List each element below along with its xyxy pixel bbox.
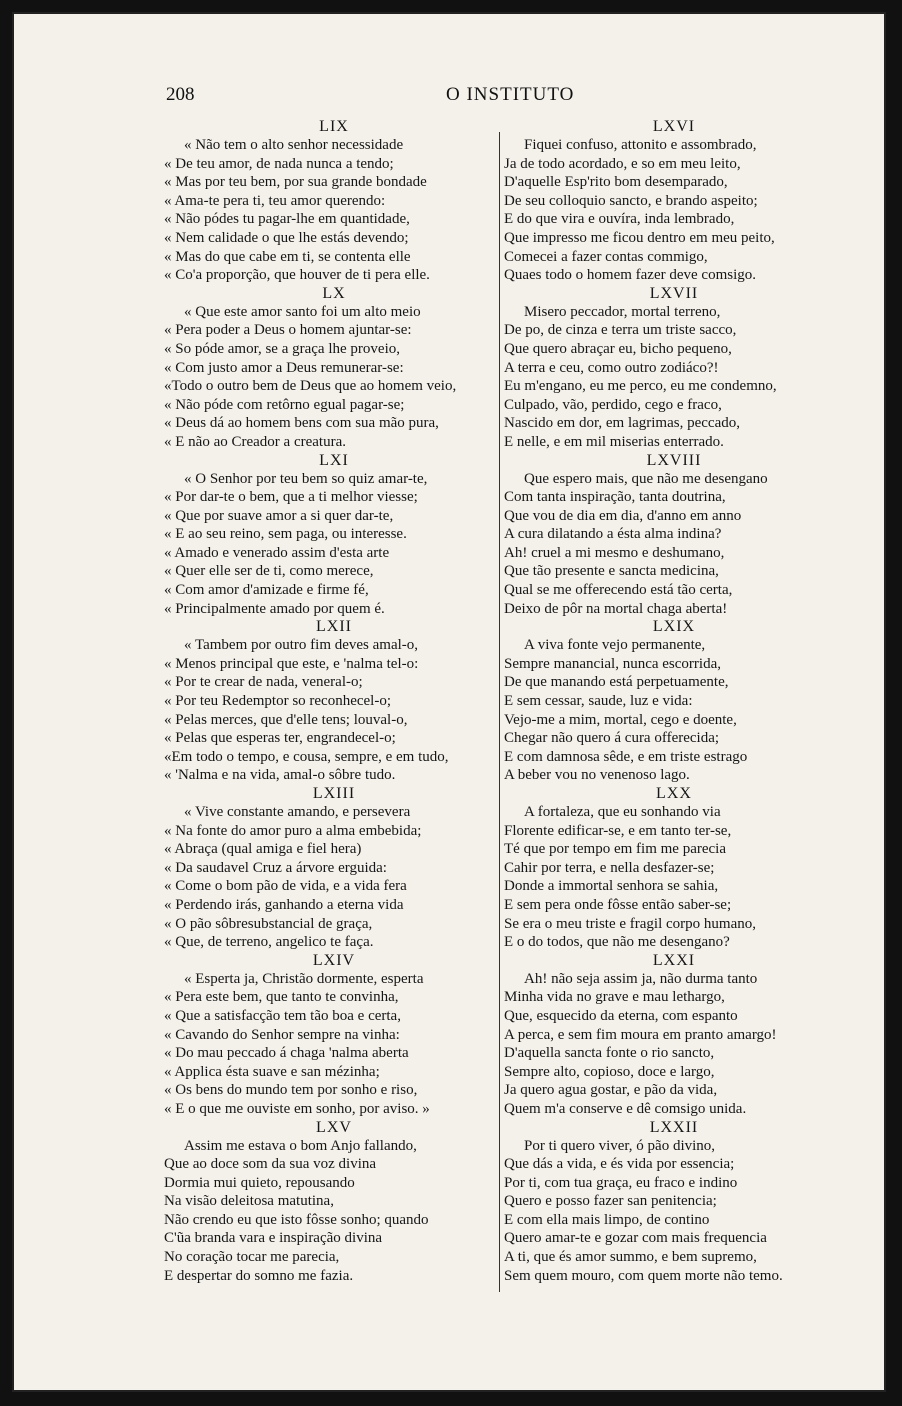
stanza-number: LXX: [656, 785, 692, 802]
verse-line: Ja quero agua gostar, e pão da vida,: [504, 1082, 718, 1099]
verse-line: Sempre manancial, nunca escorrida,: [504, 655, 721, 672]
right-column: [504, 118, 844, 1285]
verse-line: Que impresso me ficou dentro em meu peito,: [504, 229, 775, 246]
verse-line: « Quer elle ser de ti, como merece,: [164, 563, 374, 580]
verse-line: « Ama-te pera ti, teu amor querendo:: [164, 192, 386, 209]
verse-line: Não crendo eu que isto fôsse sonho; quando: [164, 1211, 429, 1228]
verse-line: E com ella mais limpo, de contino: [504, 1211, 710, 1228]
verse-line: A cura dilatando a ésta alma indina?: [504, 526, 722, 543]
stanza: [504, 952, 844, 1119]
verse-line: Quem m'a conserve e dê comsigo unida.: [504, 1100, 747, 1117]
stanza: [504, 118, 844, 285]
verse-line: « E ao seu reino, sem paga, ou interesse.: [164, 526, 407, 543]
verse-line: « Pera poder a Deus o homem ajuntar-se:: [164, 322, 412, 339]
stanza-number: LXIV: [312, 951, 356, 969]
verse-line: « Amado e venerado assim d'esta arte: [164, 544, 390, 561]
verse-line: Eu m'engano, eu me perco, eu me condemno,: [504, 378, 777, 395]
stanza: [164, 285, 504, 452]
verse-line: E sem pera onde fôsse então saber-se;: [504, 896, 732, 913]
verse-line: « E o que me ouviste em sonho, por aviso. »: [164, 1100, 430, 1117]
verse-line: « Os bens do mundo tem por sonho e riso,: [164, 1082, 418, 1099]
verse-line: « De teu amor, de nada nunca a tendo;: [164, 155, 394, 172]
stanza-number: LXVIII: [646, 451, 702, 469]
verse-line: « Nem calidade o que lhe estás devendo;: [164, 229, 409, 246]
verse-line: Que espero mais, que não me desengano: [524, 470, 768, 487]
verse-line: « Tambem por outro fim deves amal-o,: [184, 637, 419, 654]
stanza-number: LXXII: [649, 1118, 699, 1136]
stanza-number: LXVII: [649, 284, 699, 302]
verse-line: Que tão presente e sancta medicina,: [504, 563, 719, 580]
verse-line: E o do todos, que não me desengano?: [504, 934, 730, 951]
verse-line: « Da saudavel Cruz a árvore erguida:: [164, 859, 387, 876]
verse-line: A viva fonte vejo permanente,: [524, 637, 706, 654]
stanza-number: LXVI: [652, 118, 696, 135]
verse-line: De po, de cinza e terra um triste sacco,: [504, 322, 737, 339]
stanza: [164, 118, 504, 285]
verse-line: De que manando está perpetuamente,: [504, 674, 729, 691]
verse-line: « Mas por teu bem, por sua grande bondade: [164, 174, 427, 191]
verse-line: Que ao doce som da sua voz divina: [164, 1156, 377, 1173]
verse-line: « Pelas que esperas ter, engrandecel-o;: [164, 730, 396, 747]
verse-line: « Que este amor santo foi um alto meio: [184, 303, 421, 320]
verse-line: « Com amor d'amizade e firme fé,: [164, 582, 369, 599]
stanza-number: LXIII: [312, 785, 356, 802]
stanza: [164, 452, 504, 619]
verse-line: Nascido em dor, em lagrimas, peccado,: [504, 415, 740, 432]
verse-line: Ja de todo acordado, e so em meu leito,: [504, 155, 741, 172]
verse-line: « Pera este bem, que tanto te convinha,: [164, 989, 399, 1006]
stanza: [164, 1119, 504, 1286]
stanza: [164, 952, 504, 1119]
verse-line: A fortaleza, que eu sonhando via: [524, 804, 721, 820]
verse-line: « E não ao Creador a creatura.: [164, 433, 346, 450]
verse-line: « Com justo amor a Deus remunerar-se:: [164, 359, 404, 376]
verse-line: Que dás a vida, e és vida por essencia;: [504, 1156, 735, 1173]
verse-line: Deixo de pôr na mortal chaga aberta!: [504, 600, 728, 617]
verse-line: « Cavando do Senhor sempre na vinha:: [164, 1026, 400, 1043]
verse-line: « Que a satisfacção tem tão boa e certa,: [164, 1007, 401, 1024]
verse-line: « Que por suave amor a si quer dar-te,: [164, 507, 394, 524]
stanza: [504, 1119, 844, 1286]
verse-line: Qual se me offerecendo está tão certa,: [504, 582, 733, 599]
stanza-number: LXII: [316, 618, 352, 636]
verse-line: Com tanta inspiração, tanta doutrina,: [504, 489, 726, 506]
stanza-number: LX: [322, 284, 346, 302]
verse-line: « Não pódes tu pagar-lhe em quantidade,: [164, 211, 410, 228]
verse-line: « Por teu Redemptor so reconhecel-o;: [164, 693, 392, 710]
stanza: [504, 452, 844, 619]
stanza-number: LXI: [319, 451, 349, 469]
stanza-number: LXV: [316, 1118, 352, 1136]
stanza: [504, 285, 844, 452]
verse-line: Cahir por terra, e nella desfazer-se;: [504, 859, 715, 876]
running-title: O INSTITUTO: [446, 84, 575, 105]
stanza: [504, 618, 844, 785]
verse-line: Donde a immortal senhora se sahia,: [504, 878, 719, 895]
verse-line: A ti, que és amor summo, e bem supremo,: [504, 1249, 757, 1266]
left-column: [164, 118, 504, 1285]
verse-line: Dormia mui quieto, repousando: [164, 1174, 355, 1191]
verse-line: Que, esquecido da eterna, com espanto: [504, 1007, 738, 1024]
stanza: [504, 785, 844, 952]
stanza-number: LXIX: [652, 618, 696, 636]
verse-line: « So póde amor, se a graça lhe proveio,: [164, 340, 400, 357]
verse-line: A perca, e sem fim moura em pranto amargo!: [504, 1026, 777, 1043]
verse-line: « Não tem o alto senhor necessidade: [184, 137, 404, 153]
verse-line: Sempre alto, copioso, doce e largo,: [504, 1063, 715, 1080]
stanza: [164, 785, 504, 952]
verse-line: Se era o meu triste e fragil corpo humano,: [504, 915, 756, 932]
verse-line: Florente edificar-se, e em tanto ter-se,: [504, 822, 732, 839]
verse-line: « Que, de terreno, angelico te faça.: [164, 934, 374, 951]
stanza-number: LIX: [319, 118, 349, 135]
verse-line: « O pão sôbresubstancial de graça,: [164, 915, 373, 932]
verse-line: « Por dar-te o bem, que a ti melhor viesse;: [164, 489, 418, 506]
verse-line: D'aquella sancta fonte o rio sancto,: [504, 1045, 715, 1062]
verse-line: No coração tocar me parecia,: [164, 1249, 340, 1266]
verse-line: «Em todo o tempo, e cousa, sempre, e em tudo,: [164, 748, 449, 765]
verse-line: De seu colloquio sancto, e brando aspeito;: [504, 192, 758, 209]
verse-line: Comecei a fazer contas commigo,: [504, 248, 708, 265]
verse-line: Ah! não seja assim ja, não durma tanto: [524, 970, 758, 987]
verse-line: « Na fonte do amor puro a alma embebida;: [164, 822, 422, 839]
verse-line: « Deus dá ao homem bens com sua mão pura,: [164, 415, 439, 432]
verse-line: « 'Nalma e na vida, amal-o sôbre tudo.: [164, 767, 396, 784]
verse-line: « Não póde com retôrno egual pagar-se;: [164, 396, 405, 413]
verse-line: Que quero abraçar eu, bicho pequeno,: [504, 340, 732, 357]
verse-line: D'aquelle Esp'rito bom desemparado,: [504, 174, 728, 191]
verse-line: A terra e ceu, como outro zodiáco?!: [504, 359, 719, 376]
page-header: [166, 84, 586, 114]
verse-line: Culpado, vão, perdido, cego e fraco,: [504, 396, 722, 413]
verse-line: « Perdendo irás, ganhando a eterna vida: [164, 896, 404, 913]
page-number: 208: [166, 84, 195, 105]
verse-line: Por ti, com tua graça, eu fraco e indino: [504, 1174, 738, 1191]
verse-line: « Abraça (qual amiga e fiel hera): [164, 841, 362, 858]
verse-line: Assim me estava o bom Anjo fallando,: [184, 1137, 417, 1154]
verse-line: Chegar não quero á cura offerecida;: [504, 730, 720, 747]
verse-line: Vejo-me a mim, mortal, cego e doente,: [504, 711, 737, 728]
verse-line: « Co'a proporção, que houver de ti pera elle.: [164, 267, 430, 284]
verse-line: Quero e posso fazer san penitencia;: [504, 1193, 717, 1210]
verse-line: « Principalmente amado por quem é.: [164, 600, 385, 617]
verse-line: E do que vira e ouvíra, inda lembrado,: [504, 211, 735, 228]
verse-line: Minha vida no grave e mau lethargo,: [504, 989, 725, 1006]
verse-line: Té que por tempo em fim me parecia: [504, 841, 726, 858]
verse-line: « Pelas merces, que d'elle tens; louval-o,: [164, 711, 408, 728]
book-page: [12, 12, 886, 1392]
verse-line: « Esperta ja, Christão dormente, esperta: [184, 970, 424, 987]
verse-line: Na visão deleitosa matutina,: [164, 1193, 334, 1210]
verse-line: « Come o bom pão de vida, e a vida fera: [164, 878, 407, 895]
verse-line: Quero amar-te e gozar com mais frequencia: [504, 1230, 767, 1247]
verse-line: E sem cessar, saude, luz e vida:: [504, 693, 693, 710]
stanza: [164, 618, 504, 785]
verse-line: Misero peccador, mortal terreno,: [524, 303, 721, 320]
verse-line: « Applica ésta suave e san mézinha;: [164, 1063, 380, 1080]
stanza-number: LXXI: [652, 951, 696, 969]
verse-line: Ah! cruel a mi mesmo e deshumano,: [504, 544, 725, 561]
verse-line: Que vou de dia em dia, d'anno em anno: [504, 507, 742, 524]
verse-line: E com damnosa sêde, e em triste estrago: [504, 748, 748, 765]
verse-line: « Mas do que cabe em ti, se contenta elle: [164, 248, 411, 265]
verse-line: E nelle, e em mil miserias enterrado.: [504, 433, 724, 450]
verse-line: Por ti quero viver, ó pão divino,: [524, 1137, 716, 1154]
verse-line: A beber vou no venenoso lago.: [504, 767, 690, 784]
verse-line: Fiquei confuso, attonito e assombrado,: [524, 137, 757, 153]
verse-line: C'ũa branda vara e inspiração divina: [164, 1230, 383, 1247]
verse-line: Sem quem mouro, com quem morte não temo.: [504, 1267, 783, 1284]
verse-line: E despertar do somno me fazia.: [164, 1267, 354, 1284]
verse-line: « Do mau peccado á chaga 'nalma aberta: [164, 1045, 409, 1062]
verse-line: « O Senhor por teu bem so quiz amar-te,: [184, 470, 428, 487]
verse-line: «Todo o outro bem de Deus que ao homem veio,: [164, 378, 457, 395]
verse-line: Quaes todo o homem fazer deve comsigo.: [504, 267, 757, 284]
verse-line: « Vive constante amando, e persevera: [184, 804, 411, 820]
verse-line: « Menos principal que este, e 'nalma tel-o:: [164, 655, 419, 672]
verse-line: « Por te crear de nada, veneral-o;: [164, 674, 363, 691]
